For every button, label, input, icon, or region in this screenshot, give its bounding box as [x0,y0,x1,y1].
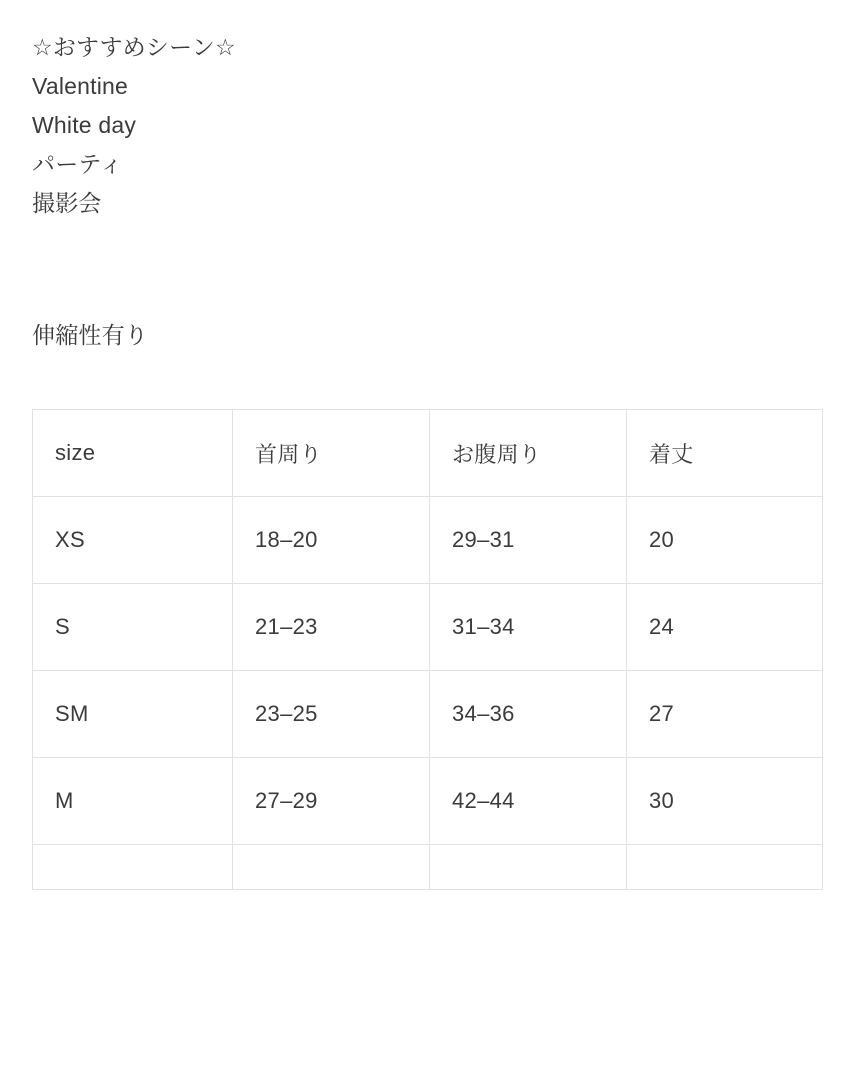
size-chart-table [32,409,823,890]
table-header-row [33,410,823,497]
cell-belly: 34–36 [430,671,627,758]
cell-length: 27 [627,671,823,758]
stretch-note: 伸縮性有り [32,322,148,348]
column-header-size: size [33,410,233,497]
cell-neck [233,845,430,890]
cell-belly: 31–34 [430,584,627,671]
cell-length: 24 [627,584,823,671]
cell-neck: 23–25 [233,671,430,758]
recommended-scenes-block [32,28,822,223]
cell-size: S [33,584,233,671]
scene-item-valentine: Valentine [32,73,129,99]
table-row [33,758,823,845]
column-header-belly: お腹周り [430,410,627,497]
cell-belly: 42–44 [430,758,627,845]
column-header-neck: 首周り [233,410,430,497]
cell-belly [430,845,627,890]
cell-size: XS [33,497,233,584]
cell-length: 20 [627,497,823,584]
table-row [33,671,823,758]
cell-length [627,845,823,890]
table-row [33,584,823,671]
cell-size: M [33,758,233,845]
cell-size [33,845,233,890]
table-row [33,845,823,890]
scene-item-party: パーティ [32,151,123,177]
section-spacer [32,223,822,319]
cell-neck: 18–20 [233,497,430,584]
cell-size: SM [33,671,233,758]
scene-item-photoshoot: 撮影会 [32,190,102,216]
cell-neck: 27–29 [233,758,430,845]
column-header-length: 着丈 [627,410,823,497]
cell-length: 30 [627,758,823,845]
cell-belly: 29–31 [430,497,627,584]
recommended-scenes-heading: ☆おすすめシーン☆ [32,34,236,60]
cell-neck: 21–23 [233,584,430,671]
scene-item-white-day: White day [32,112,137,138]
table-row [33,497,823,584]
